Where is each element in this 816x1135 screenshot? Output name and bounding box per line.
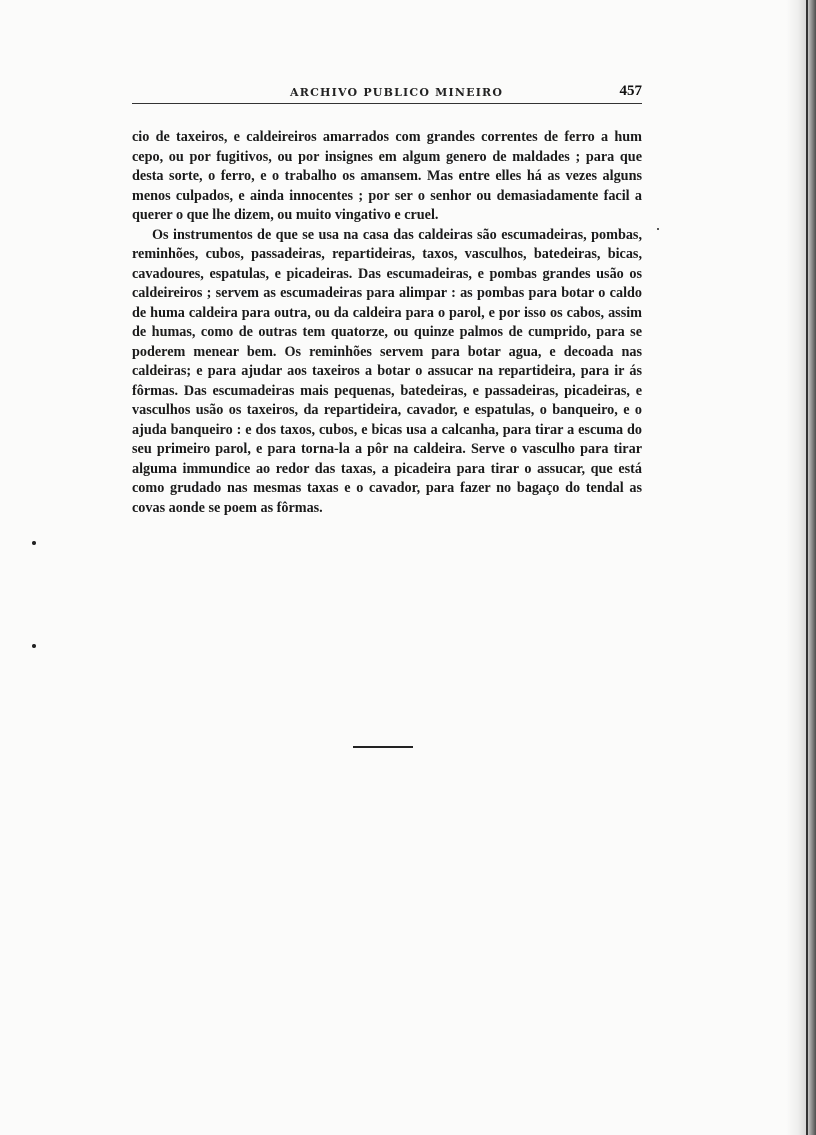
scan-speck: [657, 228, 659, 230]
body-text: [132, 128, 642, 518]
scan-edge-line: [806, 0, 808, 1135]
paragraph-1: cio de taxeiros, e caldeireiros amarrados com grandes correntes de ferro a hum cepo, ou por fugitivos, ou por insignes em algum genero de maldades ; para que desta sorte, o ferro, e o trabalho os amansem. Mas entre elles há as vezes alguns menos culpados, e ainda innocentes ; por ser o senhor ou demasiadamente facil a querer o que lhe dizem, ou muito vingativo e cruel.: [132, 129, 642, 223]
scan-speck: [32, 541, 36, 545]
header-rule: [132, 103, 642, 104]
running-header: [132, 84, 642, 104]
page-number: 457: [619, 83, 642, 99]
paragraph-2: Os instrumentos de que se usa na casa das caldeiras são escumadeiras, pombas, reminhões, cubos, passadeiras, repartideiras, taxos, vasculhos, batedeiras, bicas, cavadoures, espatulas, e picadeiras. Das escumadeiras, e pombas grandes usão os caldeireiros ; servem as escumadeiras para alimpar : as pombas para botar o caldo de huma caldeira para outra, ou da caldeira para o parol, e por isso os cabos, assim de humas, como de outras tem quatorze, ou quinze palmos de cumprido, para se poderem menear bem. Os reminhões servem para botar agua, e decoada nas caldeiras; e para ajudar aos taxeiros a botar o assucar na repartideira, para ir ás fôrmas. Das escumadeiras mais pequenas, batedeiras, e passadeiras, picadeiras, e vasculhos usão os taxeiros, da repartideira, cavador, e espatulas, o banqueiro, e o ajuda banqueiro : e dos taxos, cubos, e bicas usa a calcanha, para tirar a escuma do seu primeiro parol, e para torna-la a pôr na caldeira. Serve o vasculho para tirar alguma immundice ao redor das taxas, a picadeira para tirar o assucar, que está como grudado nas mesmas taxas e o cavador, para fazer no bagaço do tendal as covas aonde se poem as fôrmas.: [132, 226, 642, 516]
header-title: ARCHIVO PUBLICO MINEIRO: [290, 86, 504, 99]
end-rule: [353, 746, 413, 748]
scan-speck: [32, 644, 36, 648]
scan-edge-shadow: [786, 0, 816, 1135]
